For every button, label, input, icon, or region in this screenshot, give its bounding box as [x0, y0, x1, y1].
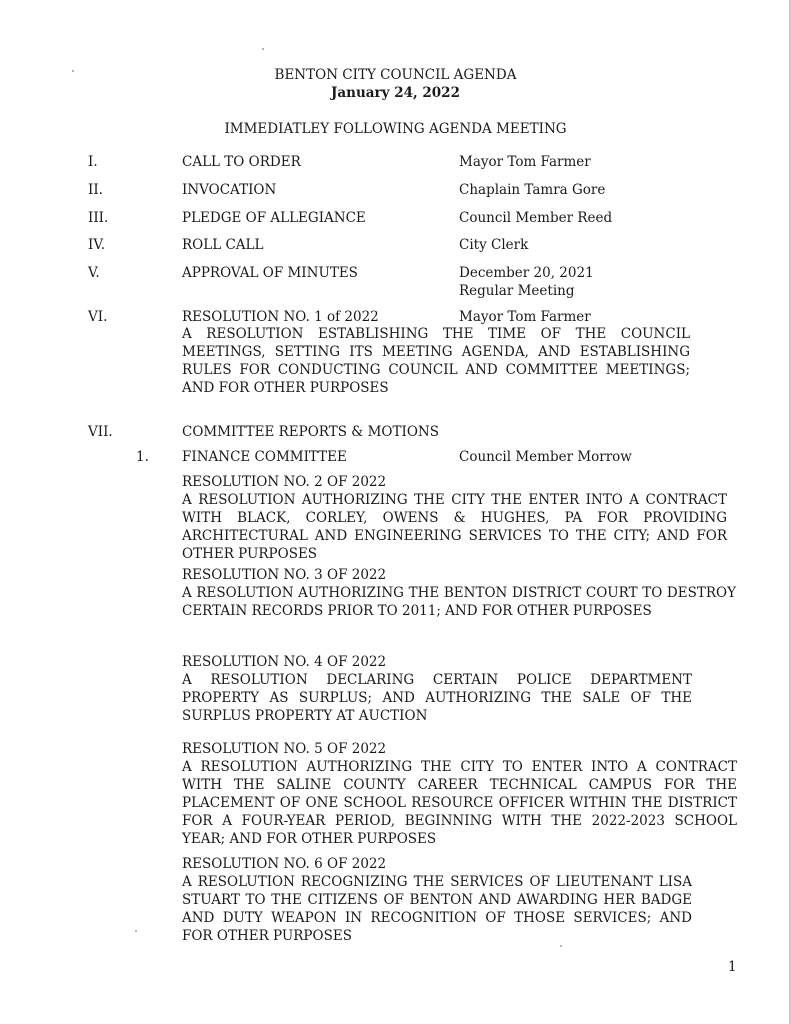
- item-number: VII.: [88, 424, 113, 440]
- agenda-subtitle: IMMEDIATLEY FOLLOWING AGENDA MEETING: [224, 121, 567, 137]
- committee-presenter: Council Member Morrow: [459, 449, 632, 465]
- item-label: RESOLUTION NO. 1 of 2022: [182, 309, 379, 325]
- committee-number: 1.: [136, 449, 149, 465]
- resolution-body: A RESOLUTION RECOGNIZING THE SERVICES OF LIEUTENANT LISA STUART TO THE CITIZENS OF BENTON AND AWARDING HER BADGE AND DUTY WEAPON IN RECOGNITION OF THOSE SERVICES; AND FOR OTHER PURPOSES: [182, 874, 692, 944]
- item-presenter: City Clerk: [459, 237, 529, 253]
- item-presenter: December 20, 2021: [459, 265, 594, 281]
- resolution-body: A RESOLUTION AUTHORIZING THE BENTON DISTRICT COURT TO DESTROY CERTAIN RECORDS PRIOR TO 2011; AND FOR OTHER PURPOSES: [182, 585, 736, 619]
- resolution-body: A RESOLUTION AUTHORIZING THE CITY THE ENTER INTO A CONTRACT WITH BLACK, CORLEY, OWENS & HUGHES, PA FOR PROVIDING ARCHITECTURAL AND ENGINEERING SERVICES TO THE CITY; AND FOR OTHER PURPOSES: [182, 492, 727, 562]
- item-number: IV.: [88, 237, 106, 253]
- item-label: CALL TO ORDER: [182, 154, 301, 170]
- item-label: ROLL CALL: [182, 237, 264, 253]
- item-presenter: Mayor Tom Farmer: [459, 309, 591, 325]
- page-number: 1: [728, 959, 737, 975]
- resolution-title: RESOLUTION NO. 2 OF 2022: [182, 474, 387, 490]
- item-number: II.: [88, 182, 103, 198]
- resolution-body: A RESOLUTION ESTABLISHING THE TIME OF THE COUNCIL MEETINGS, SETTING ITS MEETING AGENDA, AND ESTABLISHING RULES FOR CONDUCTING COUNCIL AND COMMITTEE MEETINGS; AND FOR OTHER PURPOSES: [182, 326, 690, 396]
- item-presenter: Chaplain Tamra Gore: [459, 182, 606, 198]
- agenda-date: January 24, 2022: [331, 85, 460, 101]
- item-number: V.: [88, 265, 100, 281]
- resolution-body: A RESOLUTION AUTHORIZING THE CITY TO ENTER INTO A CONTRACT WITH THE SALINE COUNTY CAREER TECHNICAL CAMPUS FOR THE PLACEMENT OF ONE SCHOOL RESOURCE OFFICER WITHIN THE DISTRICT FOR A FOUR-YEAR PERIOD, BEGINNING WITH THE 2022-2023 SCHOOL YEAR; AND FOR OTHER PURPOSES: [182, 759, 737, 847]
- item-label: INVOCATION: [182, 182, 277, 198]
- item-presenter: Council Member Reed: [459, 210, 613, 226]
- scan-speck: [560, 945, 562, 947]
- item-label: COMMITTEE REPORTS & MOTIONS: [182, 424, 439, 440]
- item-presenter: Mayor Tom Farmer: [459, 154, 591, 170]
- committee-label: FINANCE COMMITTEE: [182, 449, 347, 465]
- item-number: VI.: [88, 309, 108, 325]
- resolution-body: A RESOLUTION DECLARING CERTAIN POLICE DEPARTMENT PROPERTY AS SURPLUS; AND AUTHORIZING THE SALE OF THE SURPLUS PROPERTY AT AUCTION: [182, 672, 692, 724]
- resolution-title: RESOLUTION NO. 5 OF 2022: [182, 741, 387, 757]
- resolution-title: RESOLUTION NO. 4 OF 2022: [182, 654, 387, 670]
- item-number: III.: [88, 210, 109, 226]
- item-label: PLEDGE OF ALLEGIANCE: [182, 210, 366, 226]
- scan-speck: [135, 930, 137, 932]
- item-number: I.: [88, 154, 98, 170]
- item-label: APPROVAL OF MINUTES: [182, 265, 358, 281]
- scan-speck: [262, 48, 264, 50]
- item-presenter-detail: Regular Meeting: [459, 283, 575, 299]
- resolution-title: RESOLUTION NO. 6 OF 2022: [182, 856, 387, 872]
- resolution-title: RESOLUTION NO. 3 OF 2022: [182, 567, 387, 583]
- agenda-title: BENTON CITY COUNCIL AGENDA: [274, 67, 517, 83]
